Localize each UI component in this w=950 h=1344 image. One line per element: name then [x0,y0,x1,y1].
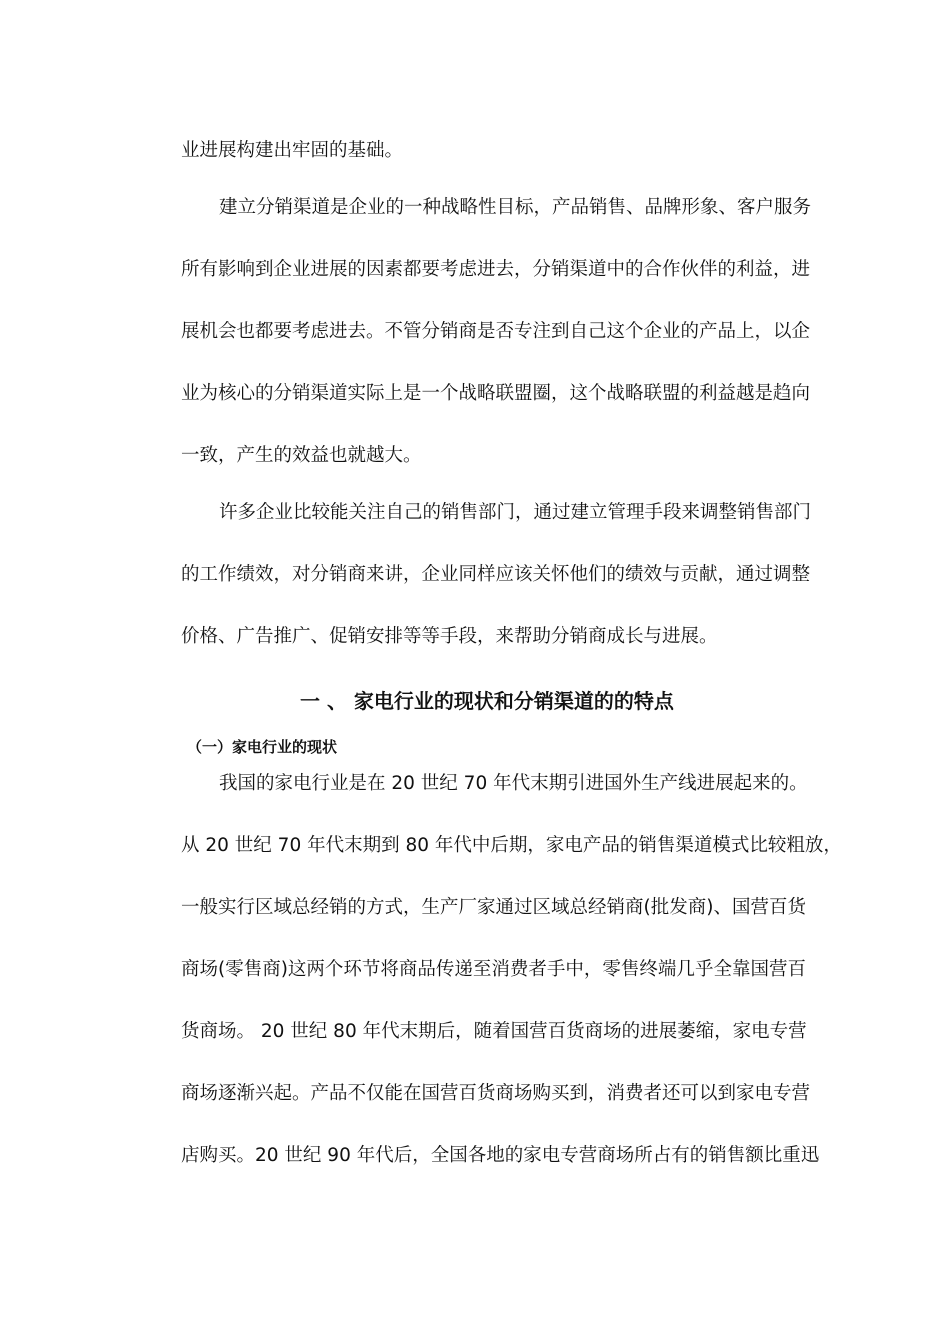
paragraph-line: 一致，产生的效益也就越大。 [181,445,422,466]
paragraph-line: 价格、广告推广、促销安排等等手段，来帮助分销商成长与进展。 [181,626,718,647]
paragraph-line: 从 20 世纪 70 年代末期到 80 年代中后期，家电产品的销售渠道模式比较粗放， [181,835,842,856]
paragraph-line: 展机会也都要考虑进去。不管分销商是否专注到自己这个企业的产品上，以企 [181,321,811,342]
paragraph-line: 建立分销渠道是企业的一种战略性目标，产品销售、品牌形象、客户服务 [219,197,812,218]
paragraph-line: 商场逐渐兴起。产品不仅能在国营百货商场购买到，消费者还可以到家电专营 [181,1083,811,1104]
paragraph-line: 一般实行区域总经销的方式，生产厂家通过区域总经销商(批发商)、国营百货 [181,897,806,918]
subsection-heading: （一）家电行业的现状 [187,738,338,756]
paragraph-line: 所有影响到企业进展的因素都要考虑进去，分销渠道中的合作伙伴的利益，进 [181,259,811,280]
paragraph-line: 店购买。20 世纪 90 年代后，全国各地的家电专营商场所占有的销售额比重迅 [181,1145,820,1166]
paragraph-line: 的工作绩效，对分销商来讲，企业同样应该关怀他们的绩效与贡献，通过调整 [181,564,811,585]
paragraph-line: 业为核心的分销渠道实际上是一个战略联盟圈，这个战略联盟的利益越是趋向 [181,383,811,404]
section-heading: 一 、 家电行业的现状和分销渠道的的特点 [300,689,674,713]
paragraph-line: 许多企业比较能关注自己的销售部门，通过建立管理手段来调整销售部门 [219,502,812,523]
paragraph-line: 我国的家电行业是在 20 世纪 70 年代末期引进国外生产线进展起来的。 [219,773,808,794]
paragraph-line: 商场(零售商)这两个环节将商品传递至消费者手中，零售终端几乎全靠国营百 [181,959,806,980]
paragraph-line: 业进展构建出牢固的基础。 [181,140,404,161]
paragraph-line: 货商场。 20 世纪 80 年代末期后，随着国营百货商场的进展萎缩，家电专营 [181,1021,807,1042]
